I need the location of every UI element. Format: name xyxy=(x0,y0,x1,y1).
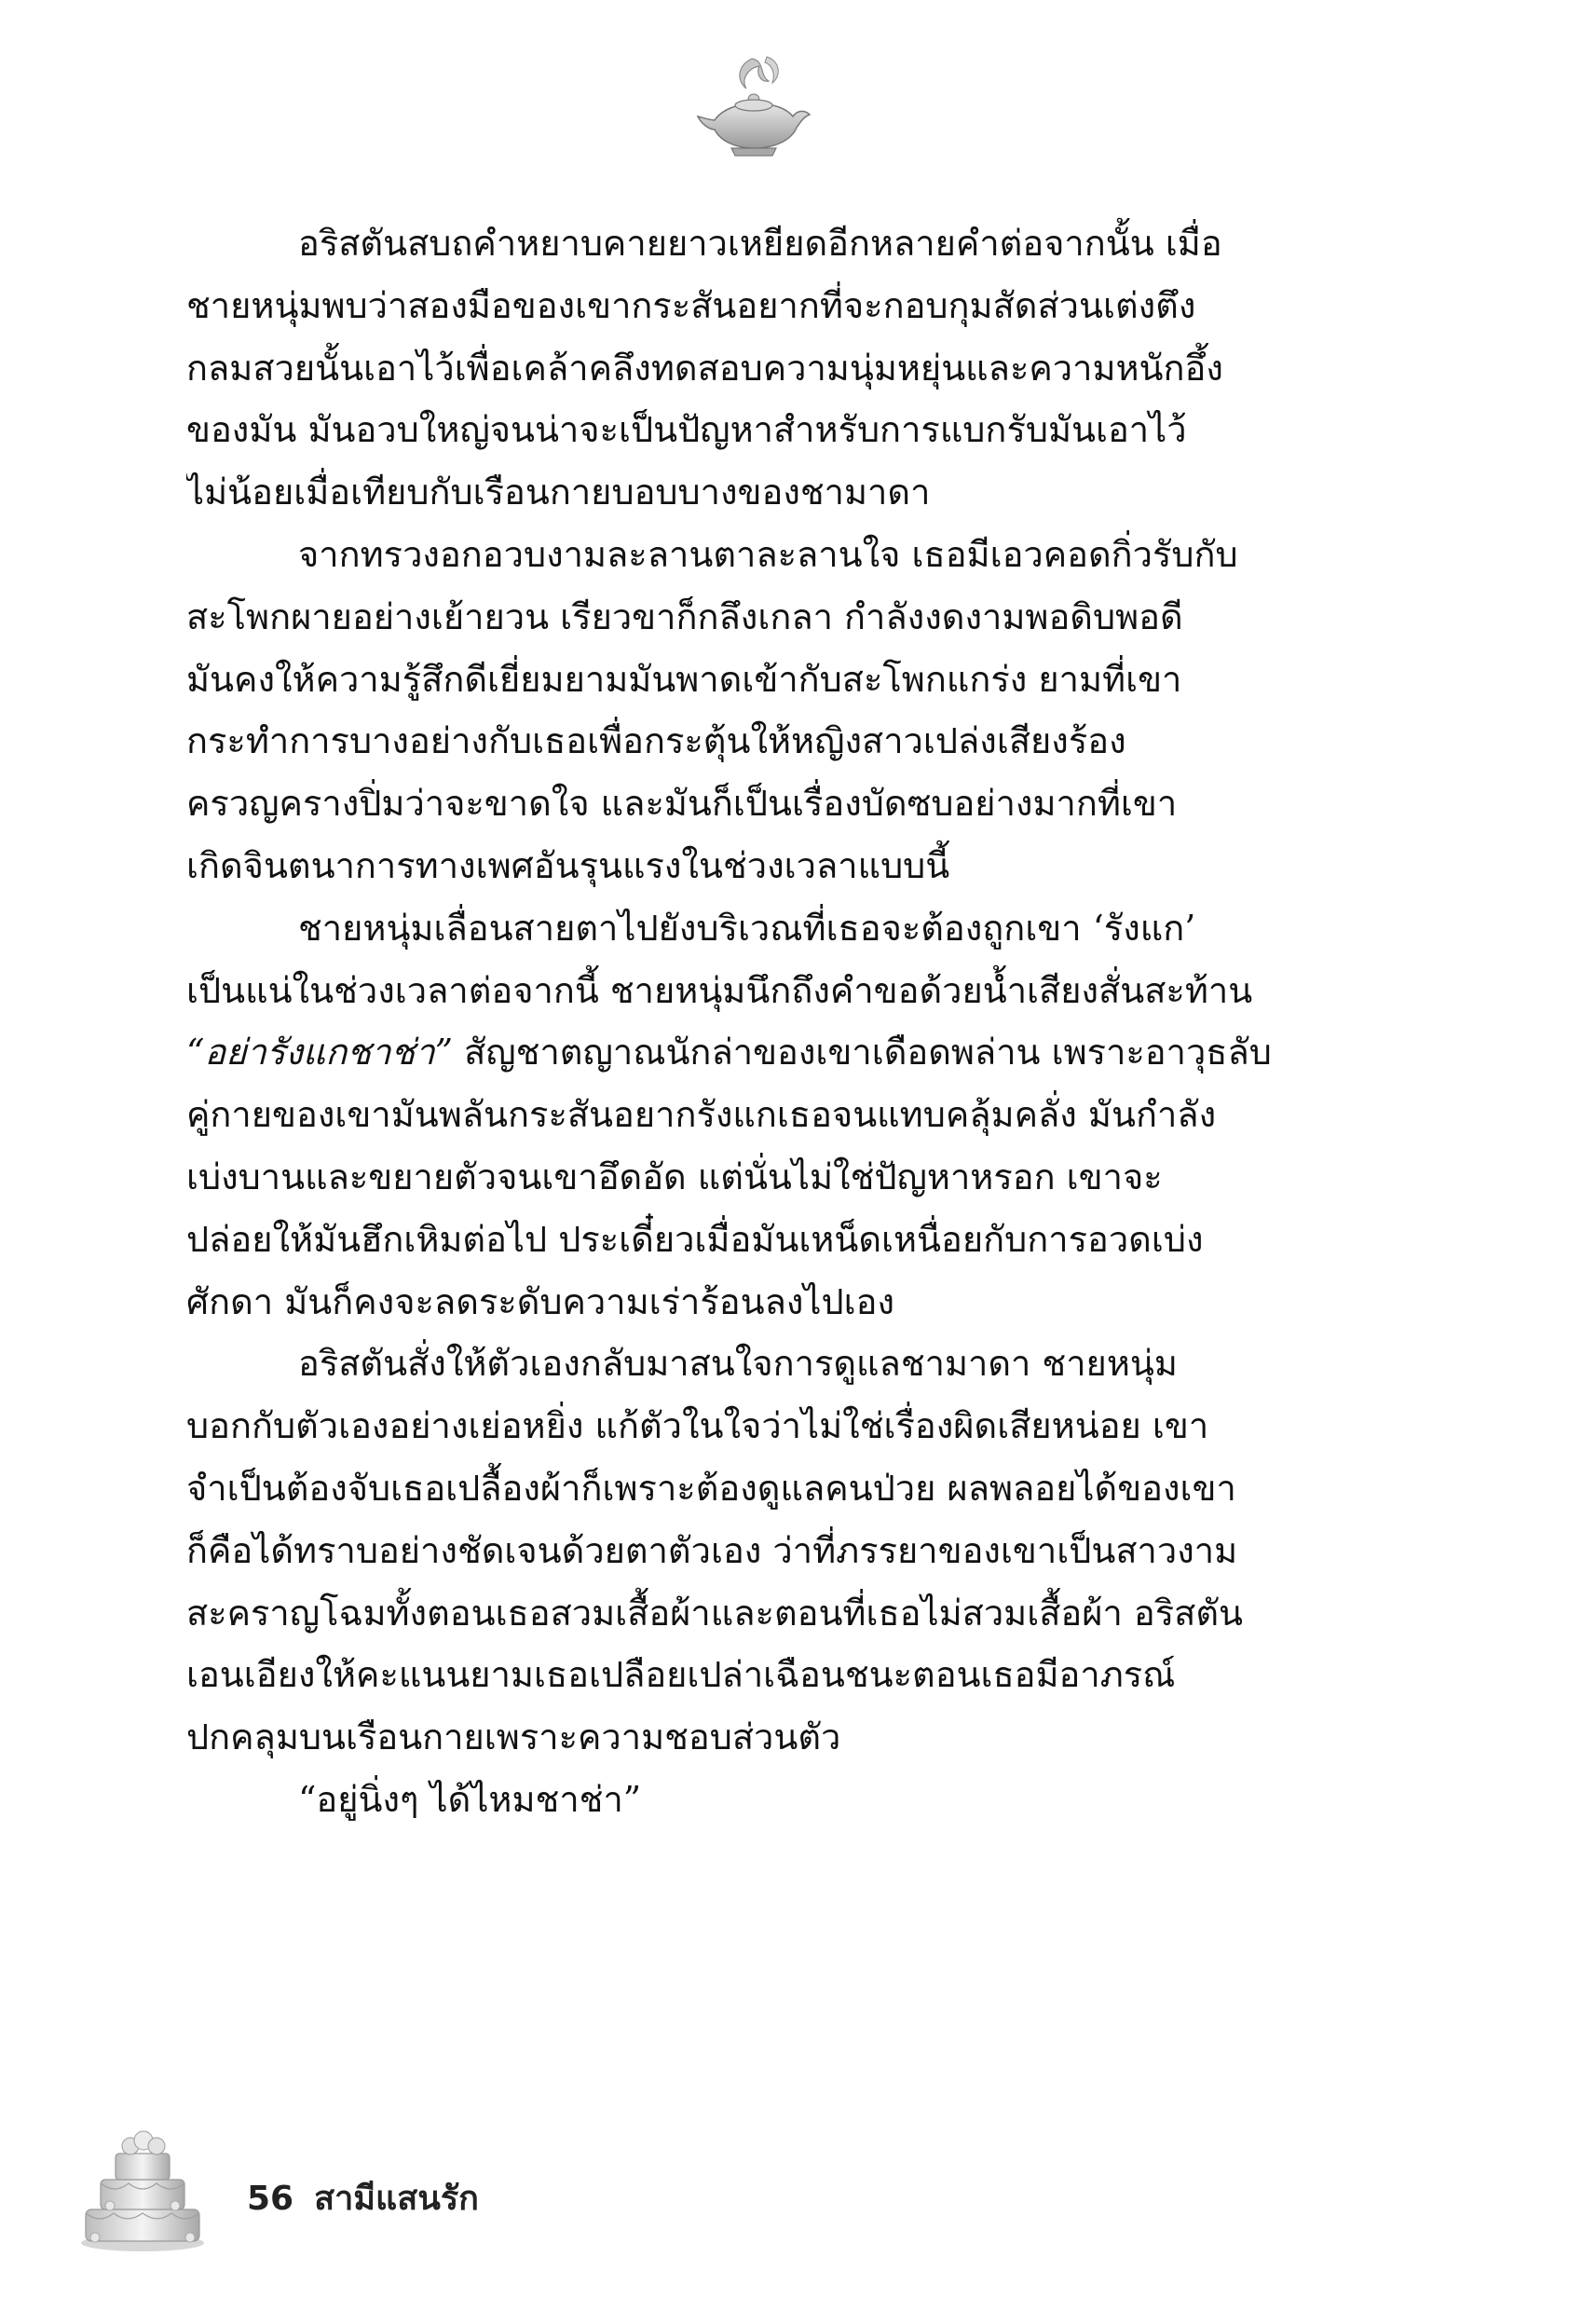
text-line: จากทรวงอกอวบงามละลานตาละลานใจ เธอมีเอวคอดกิ่วรับกับ xyxy=(298,533,1238,575)
text-line: ครวญครางปิ่มว่าจะขาดใจ และมันก็เป็นเรื่องบัดซบอย่างมากที่เขา xyxy=(186,783,1178,825)
text-line: ก็คือได้ทราบอย่างชัดเจนด้วยตาตัวเอง ว่าที่ภรรยาของเขาเป็นสาวงาม xyxy=(186,1529,1238,1571)
body-text xyxy=(186,212,1318,1831)
page-number: 56 xyxy=(247,2180,294,2218)
text-line: จำเป็นต้องจับเธอเปลื้องผ้าก็เพราะต้องดูแลคนป่วย ผลพลอยได้ของเขา xyxy=(186,1467,1236,1509)
text-line: บอกกับตัวเองอย่างเย่อหยิ่ง แก้ตัวในใจว่าไม่ใช่เรื่องผิดเสียหน่อย เขา xyxy=(186,1405,1209,1447)
genie-lamp-icon xyxy=(694,51,815,163)
text-line: เบ่งบานและขยายตัวจนเขาอึดอัด แต่นั่นไม่ใช่ปัญหาหรอก เขาจะ xyxy=(186,1156,1163,1197)
text-line: ชายหนุ่มเลื่อนสายตาไปยังบริเวณที่เธอจะต้องถูกเขา ‘รังแก’ xyxy=(298,907,1196,949)
book-title: สามีแสนรัก xyxy=(314,2180,479,2218)
text-line: คู่กายของเขามันพลันกระสันอยากรังแกเธอจนแทบคลุ้มคลั่ง มันกำลัง xyxy=(186,1094,1217,1136)
text-line: สะโพกผายอย่างเย้ายวน เรียวขาก็กลึงเกลา กำลังงดงามพอดิบพอดี xyxy=(186,595,1183,637)
italic-quote: “อย่ารังแกชาช่า” xyxy=(186,1032,454,1073)
text-line: ชายหนุ่มพบว่าสองมือของเขากระสันอยากที่จะกอบกุมสัดส่วนเต่งตึง xyxy=(186,284,1196,326)
text-line: กระทำการบางอย่างกับเธอเพื่อกระตุ้นให้หญิงสาวเปล่งเสียงร้อง xyxy=(186,720,1126,762)
text-line: ไม่น้อยเมื่อเทียบกับเรือนกายบอบบางของชามาดา xyxy=(186,472,931,513)
text-line: ปล่อยให้มันฮึกเหิมต่อไป ประเดี๋ยวเมื่อมันเหน็ดเหนื่อยกับการอวดเบ่ง xyxy=(186,1218,1204,1260)
text-line: ศักดา มันก็คงจะลดระดับความเร่าร้อนลงไปเอง xyxy=(186,1280,895,1322)
text-line: อริสตันสั่งให้ตัวเองกลับมาสนใจการดูแลชามาดา ชายหนุ่ม xyxy=(298,1343,1178,1385)
text-line-with-quote xyxy=(186,1021,1318,1084)
text-line: อริสตันสบถคำหยาบคายยาวเหยียดอีกหลายคำต่อจากนั้น เมื่อ xyxy=(298,223,1222,264)
text-line: เอนเอียงให้คะแนนยามเธอเปลือยเปล่าเฉือนชนะตอนเธอมีอาภรณ์ xyxy=(186,1654,1176,1696)
text-line: มันคงให้ความรู้สึกดีเยี่ยมยามมันพาดเข้ากับสะโพกแกร่ง ยามที่เขา xyxy=(186,658,1182,700)
text-line: กลมสวยนั้นเอาไว้เพื่อเคล้าคลึงทดสอบความนุ่มหยุ่นและความหนักอึ้ง xyxy=(186,347,1223,389)
text-line: “อยู่นิ่งๆ ได้ไหมชาช่า” xyxy=(298,1778,642,1820)
text-line: เป็นแน่ในช่วงเวลาต่อจากนี้ ชายหนุ่มนึกถึงคำขอด้วยน้ำเสียงสั่นสะท้าน xyxy=(186,969,1253,1011)
page-footer xyxy=(247,2171,479,2224)
text-line-rest: สัญชาตญาณนักล่าของเขาเดือดพล่าน เพราะอาวุธลับ xyxy=(464,1032,1272,1073)
text-line: เกิดจินตนาการทางเพศอันรุนแรงในช่วงเวลาแบบนี้ xyxy=(186,844,950,886)
wedding-cake-icon xyxy=(73,2120,212,2255)
text-line: ปกคลุมบนเรือนกายเพราะความชอบส่วนตัว xyxy=(186,1716,841,1758)
text-line: สะคราญโฉมทั้งตอนเธอสวมเสื้อผ้าและตอนที่เธอไม่สวมเสื้อผ้า อริสตัน xyxy=(186,1592,1243,1634)
text-line: ของมัน มันอวบใหญ่จนน่าจะเป็นปัญหาสำหรับการแบกรับมันเอาไว้ xyxy=(186,409,1187,451)
